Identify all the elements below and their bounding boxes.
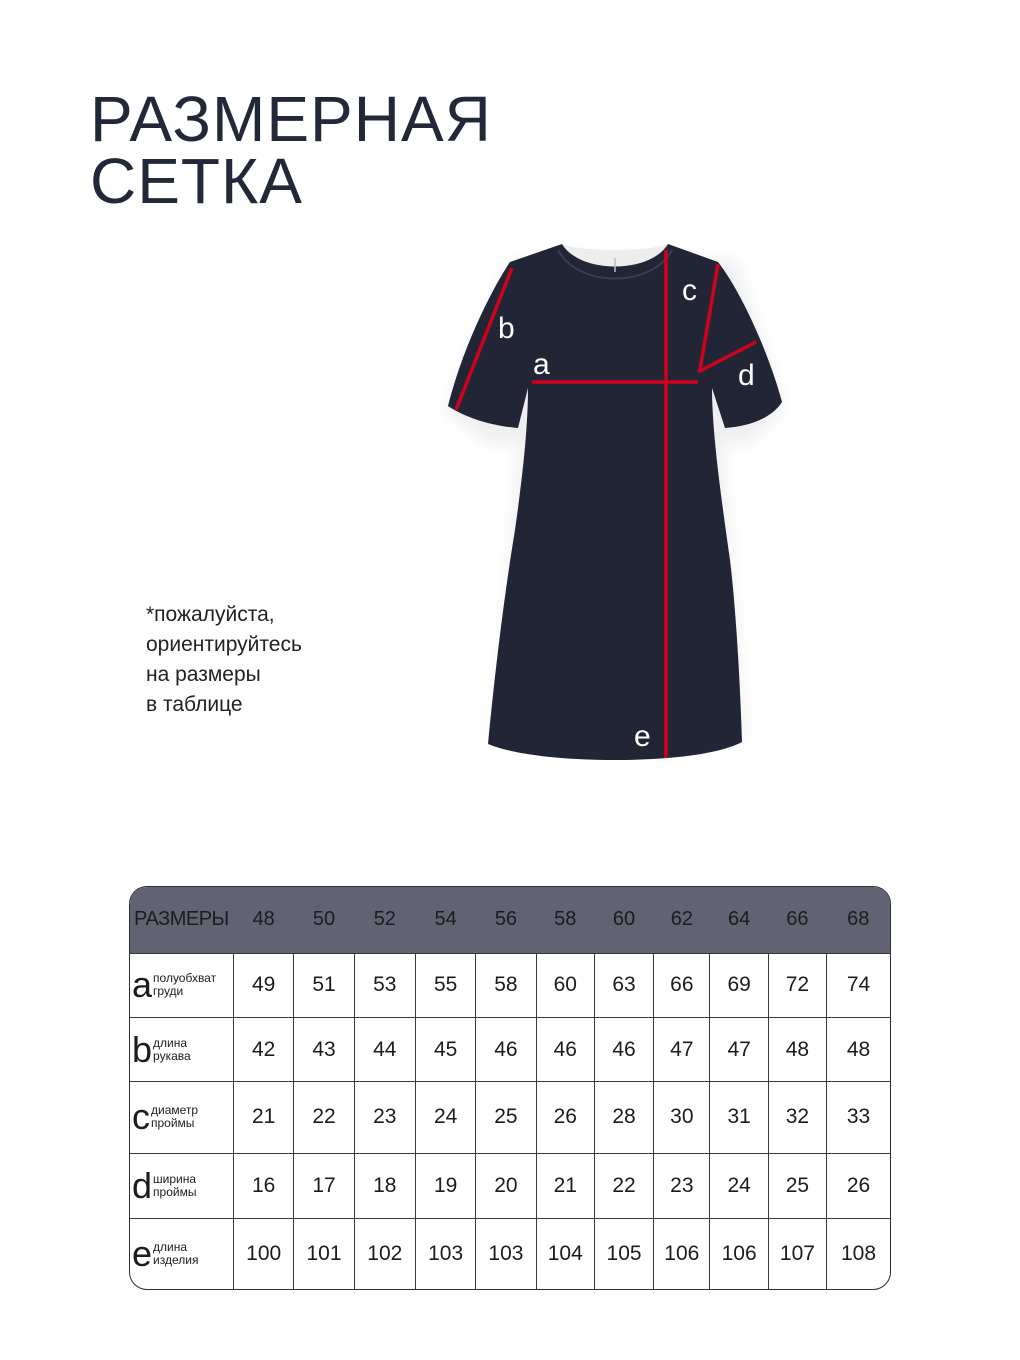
table-cell: 66 <box>654 953 710 1018</box>
row-description <box>153 972 216 998</box>
table-cell: 44 <box>354 1018 415 1082</box>
table-cell: 46 <box>594 1018 653 1082</box>
note-line-3: на размеры <box>146 663 261 686</box>
table-cell: 26 <box>536 1082 594 1154</box>
table-cell: 32 <box>768 1082 826 1154</box>
row-desc-line: груди <box>153 984 184 999</box>
size-note <box>146 600 302 720</box>
table-cell: 23 <box>354 1082 415 1154</box>
table-cell: 28 <box>594 1082 653 1154</box>
header-size: 66 <box>786 908 809 931</box>
header-size: 62 <box>670 908 693 931</box>
table-cell: 69 <box>710 953 768 1018</box>
row-letter: d <box>132 1164 153 1206</box>
label-e: e <box>634 720 651 753</box>
table-cell: 51 <box>294 953 354 1018</box>
table-cell: 24 <box>415 1082 475 1154</box>
table-cell: 63 <box>594 953 653 1018</box>
note-line-2: ориентируйтесь <box>146 633 302 656</box>
row-desc-line: длина <box>153 1035 188 1050</box>
header-sizes-label: РАЗМЕРЫ <box>134 908 229 931</box>
row-desc-line: длина <box>153 1239 188 1254</box>
title-line-1: РАЗМЕРНАЯ <box>90 83 492 155</box>
header-size: 58 <box>554 908 577 931</box>
table-cell: 101 <box>294 1218 354 1289</box>
table-cell: 49 <box>234 953 294 1018</box>
table-cell: 104 <box>536 1218 594 1289</box>
row-description <box>151 1104 198 1130</box>
table-cell: 19 <box>415 1153 475 1218</box>
label-c: c <box>682 274 697 307</box>
table-cell: 16 <box>234 1153 294 1218</box>
table-cell: 26 <box>827 1153 890 1218</box>
row-desc-line: рукава <box>153 1048 191 1063</box>
row-desc-line: полуобхват <box>153 971 217 986</box>
row-letter: b <box>132 1028 153 1070</box>
table-cell: 25 <box>476 1082 536 1154</box>
table-cell: 106 <box>710 1218 768 1289</box>
row-desc-line: диаметр <box>151 1103 199 1118</box>
table-cell: 46 <box>476 1018 536 1082</box>
table-cell: 48 <box>827 1018 890 1082</box>
header-size: 64 <box>727 908 751 931</box>
table-cell: 22 <box>594 1153 653 1218</box>
note-line-4: в таблице <box>146 693 243 716</box>
row-desc-line: проймы <box>153 1184 197 1199</box>
table-cell: 42 <box>234 1018 294 1082</box>
table-cell: 48 <box>768 1018 826 1082</box>
row-description <box>153 1173 196 1199</box>
table-cell: 108 <box>827 1218 890 1289</box>
header-size: 68 <box>847 908 870 931</box>
table-cell: 72 <box>768 953 826 1018</box>
table-cell: 23 <box>654 1153 710 1218</box>
row-label <box>130 1018 234 1082</box>
row-letter: a <box>132 964 153 1006</box>
header-size: 48 <box>252 908 275 931</box>
row-letter: c <box>132 1096 150 1138</box>
table-cell: 103 <box>476 1218 536 1289</box>
table-cell: 53 <box>354 953 415 1018</box>
table-cell: 21 <box>234 1082 294 1154</box>
table-cell: 43 <box>294 1018 354 1082</box>
table-row <box>130 1082 890 1154</box>
header-size: 54 <box>434 908 457 931</box>
header-size: 60 <box>612 908 636 931</box>
row-description <box>153 1037 191 1063</box>
dress-svg <box>400 230 800 790</box>
table-row <box>130 1153 890 1218</box>
size-table <box>129 886 891 1290</box>
table-cell: 25 <box>768 1153 826 1218</box>
table-cell: 55 <box>415 953 475 1018</box>
table-cell: 31 <box>710 1082 768 1154</box>
header-size: 52 <box>373 908 396 931</box>
table-row <box>130 1218 890 1289</box>
table-cell: 47 <box>710 1018 768 1082</box>
table-cell: 33 <box>827 1082 890 1154</box>
table-cell: 105 <box>594 1218 653 1289</box>
table-header-row <box>130 887 890 953</box>
table-cell: 103 <box>415 1218 475 1289</box>
table-cell: 24 <box>710 1153 768 1218</box>
row-desc-line: изделия <box>153 1252 199 1267</box>
table-cell: 46 <box>536 1018 594 1082</box>
note-line-1: *пожалуйста, <box>146 603 275 626</box>
size-table-grid <box>130 887 890 1289</box>
row-letter: e <box>132 1232 153 1274</box>
table-cell: 107 <box>768 1218 826 1289</box>
table-cell: 60 <box>536 953 594 1018</box>
row-label <box>130 953 234 1018</box>
row-desc-line: ширина <box>153 1171 197 1186</box>
table-cell: 17 <box>294 1153 354 1218</box>
row-description <box>153 1241 198 1267</box>
table-cell: 100 <box>234 1218 294 1289</box>
table-cell: 106 <box>654 1218 710 1289</box>
table-cell: 102 <box>354 1218 415 1289</box>
dress-diagram <box>400 230 800 790</box>
table-row <box>130 953 890 1018</box>
row-label <box>130 1082 234 1154</box>
table-cell: 74 <box>827 953 890 1018</box>
row-desc-line: проймы <box>151 1116 195 1131</box>
table-cell: 21 <box>536 1153 594 1218</box>
table-cell: 47 <box>654 1018 710 1082</box>
label-b: b <box>498 312 515 345</box>
header-size: 50 <box>312 908 336 931</box>
table-cell: 45 <box>415 1018 475 1082</box>
header-size: 56 <box>494 908 518 931</box>
table-cell: 18 <box>354 1153 415 1218</box>
table-cell: 20 <box>476 1153 536 1218</box>
label-a: a <box>533 348 550 381</box>
table-cell: 58 <box>476 953 536 1018</box>
table-row <box>130 1018 890 1082</box>
table-cell: 22 <box>294 1082 354 1154</box>
table-cell: 30 <box>654 1082 710 1154</box>
page-title <box>90 83 492 217</box>
label-d: d <box>738 359 755 392</box>
row-label <box>130 1218 234 1289</box>
row-label <box>130 1153 234 1218</box>
title-line-2: СЕТКА <box>90 145 303 217</box>
